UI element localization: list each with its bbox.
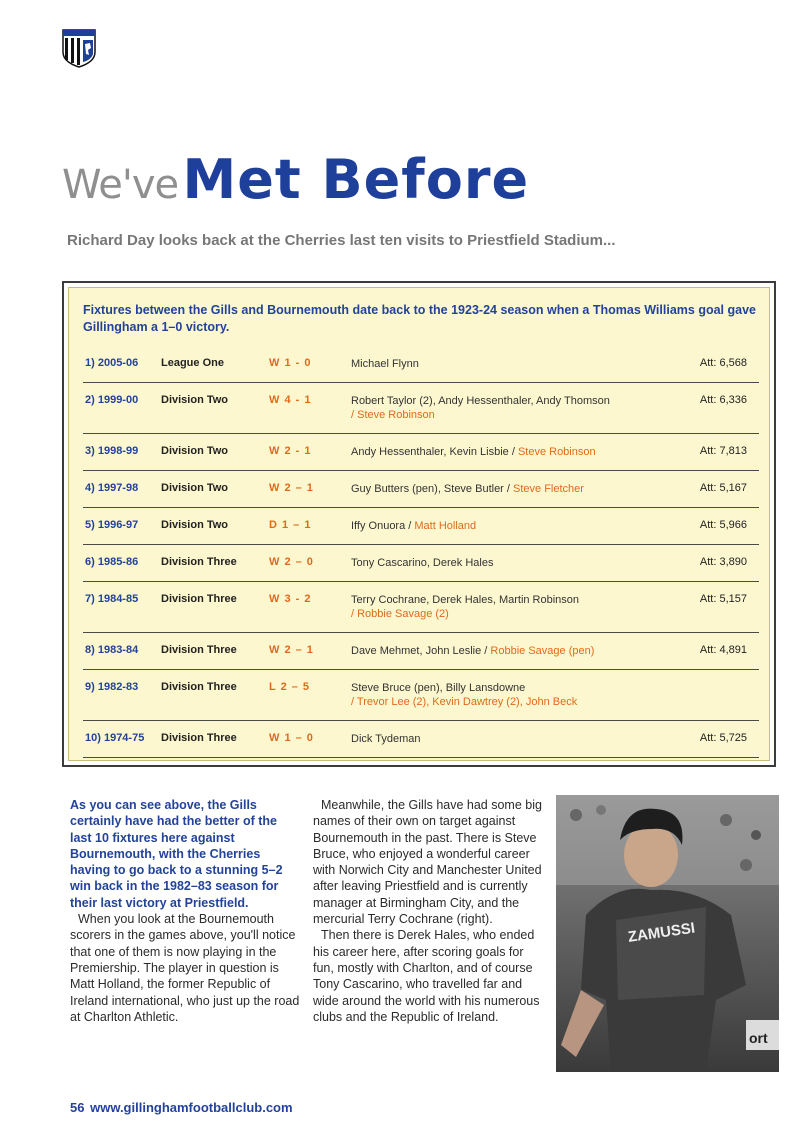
fixture-result: L 2 – 5 [269,681,311,693]
title-bold: Met Before [182,148,530,211]
gills-scorers: Terry Cochrane, Derek Hales, Martin Robinson [351,594,580,606]
fixture-result: W 2 - 1 [269,445,312,457]
fixture-scorers [351,394,681,422]
fixture-number-season: 10) 1974-75 [85,732,145,744]
fixture-attendance: Att: 5,167 [699,482,747,494]
fixture-row [83,471,759,508]
fixtures-panel-inner [68,287,770,761]
fixture-division: League One [161,357,224,369]
gills-scorers: Michael Flynn [351,358,419,370]
fixture-attendance: Att: 5,157 [699,593,747,605]
opponent-scorers: Robbie Savage (pen) [490,645,595,657]
gills-scorers: Robert Taylor (2), Andy Hessenthaler, Andy Thomson [351,395,610,407]
article-paragraph: When you look at the Bournemouth scorers in the games above, you'll notice that one of them is now playing in the Premiership. The player in question is Matt Holland, the former Republic of Ireland international, who just up the road at Charlton Athletic. [70,912,300,1024]
fixture-scorers [351,519,681,533]
player-photo [556,795,779,1072]
fixture-row [83,545,759,582]
fixture-number-season: 3) 1998-99 [85,445,139,457]
page-footer [70,1100,293,1115]
fixture-attendance: Att: 7,813 [699,445,747,457]
fixture-attendance: Att: 4,891 [699,644,747,656]
fixture-number-season: 6) 1985-86 [85,556,139,568]
gills-scorers: Tony Cascarino, Derek Hales [351,557,494,569]
gills-scorers: Dick Tydeman [351,733,421,745]
fixture-division: Division Three [161,593,237,605]
fixture-row [83,670,759,721]
fixture-scorers [351,556,681,570]
fixture-attendance: Att: 5,966 [699,519,747,531]
gills-scorers: Guy Butters (pen), Steve Butler / [351,483,510,495]
gills-scorers: Dave Mehmet, John Leslie / [351,645,488,657]
fixture-result: W 4 - 1 [269,394,312,406]
fixture-row [83,633,759,670]
fixture-number-season: 8) 1983-84 [85,644,139,656]
opponent-scorers: Steve Robinson [517,446,596,458]
gills-scorers: Steve Bruce (pen), Billy Lansdowne [351,682,526,694]
fixture-division: Division Three [161,556,237,568]
fixture-attendance: Att: 6,336 [699,394,747,406]
fixture-division: Division Two [161,394,229,406]
page-title [62,148,529,211]
fixture-scorers [351,732,681,746]
fixture-result: W 1 - 0 [269,357,312,369]
opponent-scorers: / Trevor Lee (2), Kevin Dawtrey (2), John Beck [351,696,578,708]
opponent-scorers: Matt Holland [414,520,477,532]
fixture-scorers [351,681,681,709]
fixture-scorers [351,357,681,371]
fixture-result: W 3 - 2 [269,593,312,605]
fixture-attendance: Att: 6,568 [699,357,747,369]
fixture-division: Division Three [161,644,237,656]
fixture-division: Division Three [161,732,237,744]
fixture-scorers [351,445,681,459]
fixture-number-season: 5) 1996-97 [85,519,139,531]
subtitle: Richard Day looks back at the Cherries last ten visits to Priestfield Stadium... [67,232,616,249]
fixture-row [83,434,759,471]
article-column-1 [70,797,300,1025]
fixtures-panel [62,281,776,767]
fixture-row [83,346,759,383]
fixture-attendance: Att: 5,725 [699,732,747,744]
fixture-scorers [351,593,681,621]
fixture-attendance: Att: 3,890 [699,556,747,568]
fixture-result: W 2 – 1 [269,482,314,494]
fixture-division: Division Three [161,681,237,693]
fixture-result: W 2 – 0 [269,556,314,568]
fixtures-intro: Fixtures between the Gills and Bournemouth date back to the 1923-24 season when a Thomas Williams goal gave Gillingham a 1–0 victory. [83,303,756,334]
shirt-sponsor-text: ZAMUSSI [626,919,697,946]
fixture-number-season: 1) 2005-06 [85,357,139,369]
board-text: ort [749,1030,768,1046]
fixture-number-season: 2) 1999-00 [85,394,139,406]
opponent-scorers: / Steve Robinson [351,409,435,421]
opponent-scorers: Steve Fletcher [513,483,584,495]
fixture-result: D 1 – 1 [269,519,312,531]
gills-scorers: Andy Hessenthaler, Kevin Lisbie / [351,446,515,458]
fixture-result: W 2 – 1 [269,644,314,656]
fixture-row [83,582,759,633]
fixture-scorers [351,644,681,658]
fixture-number-season: 7) 1984-85 [85,593,139,605]
page-number: 56 [70,1100,85,1115]
article-paragraph: Meanwhile, the Gills have had some big names of their own on target against Bournemouth in the past. There is Steve Bruce, who enjoyed a wonderful career with Norwich City and Manchester United after leaving Priestfield and is currently manager at Birmingham City, and the mercurial Terry Cochrane (right). [313,798,542,927]
fixture-result: W 1 – 0 [269,732,314,744]
article-column-2 [313,797,545,1025]
fixture-scorers [351,482,681,496]
article-lead: As you can see above, the Gills certainly have had the better of the last 10 fixtures here against Bournemouth, with the Cherries having to go back to a stunning 5–2 win back in the 1982–83 season for their last victory at Priestfield. [70,798,283,910]
gillingham-crest-icon [62,28,96,68]
gills-scorers: Iffy Onuora / [351,520,412,532]
fixture-row [83,383,759,434]
club-website-link[interactable]: www.gillinghamfootballclub.com [90,1100,293,1115]
fixture-number-season: 4) 1997-98 [85,482,139,494]
fixture-division: Division Two [161,482,229,494]
fixture-division: Division Two [161,445,229,457]
player-photo-image [556,795,779,1072]
opponent-scorers: / Robbie Savage (2) [351,608,449,620]
title-light: We've [62,162,179,208]
fixture-row [83,721,759,758]
article-paragraph: Then there is Derek Hales, who ended his career here, after scoring goals for fun, mostly with Charlton, and of course Tony Cascarino, who travelled far and wide around the world with his numerous clubs and the Republic of Ireland. [313,928,540,1024]
fixture-row [83,508,759,545]
fixture-division: Division Two [161,519,229,531]
fixture-number-season: 9) 1982-83 [85,681,139,693]
